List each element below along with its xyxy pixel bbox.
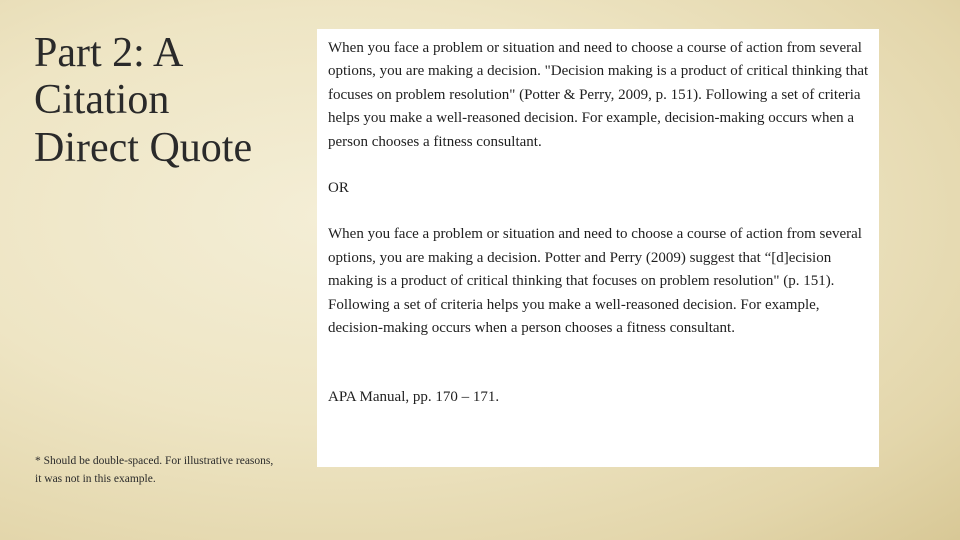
quote-example-box <box>317 29 879 467</box>
title-line-2: Citation <box>34 77 170 124</box>
or-separator: OR <box>328 180 349 197</box>
slide-title <box>34 30 304 172</box>
example-paragraph-2: When you face a problem or situation and need to choose a course of action from several options, you are making a decision. Potter and Perry (2009) suggest that “[d]ecision making is a product of critical thinking that focuses on problem resolution" (p. 151). Following a set of criteria helps you make a well-reasoned decision. For example, decision-making occurs when a person chooses a fitness consultant. <box>328 226 862 337</box>
title-line-3: Direct Quote <box>34 124 253 171</box>
source-citation: APA Manual, pp. 170 – 171. <box>328 389 500 406</box>
title-line-1: Part 2: A <box>34 30 184 76</box>
example-paragraph-1: When you face a problem or situation and need to choose a course of action from several options, you are making a decision. "Decision making is a product of critical thinking that focuses on problem resolution" (Potter & Perry, 2009, p. 151). Following a set of criteria helps you make a well-reasoned decision. For example, decision-making occurs when a person chooses a fitness consultant. <box>328 40 869 150</box>
footnote: * Should be double-spaced. For illustrative reasons, it was not in this example. <box>35 455 274 485</box>
